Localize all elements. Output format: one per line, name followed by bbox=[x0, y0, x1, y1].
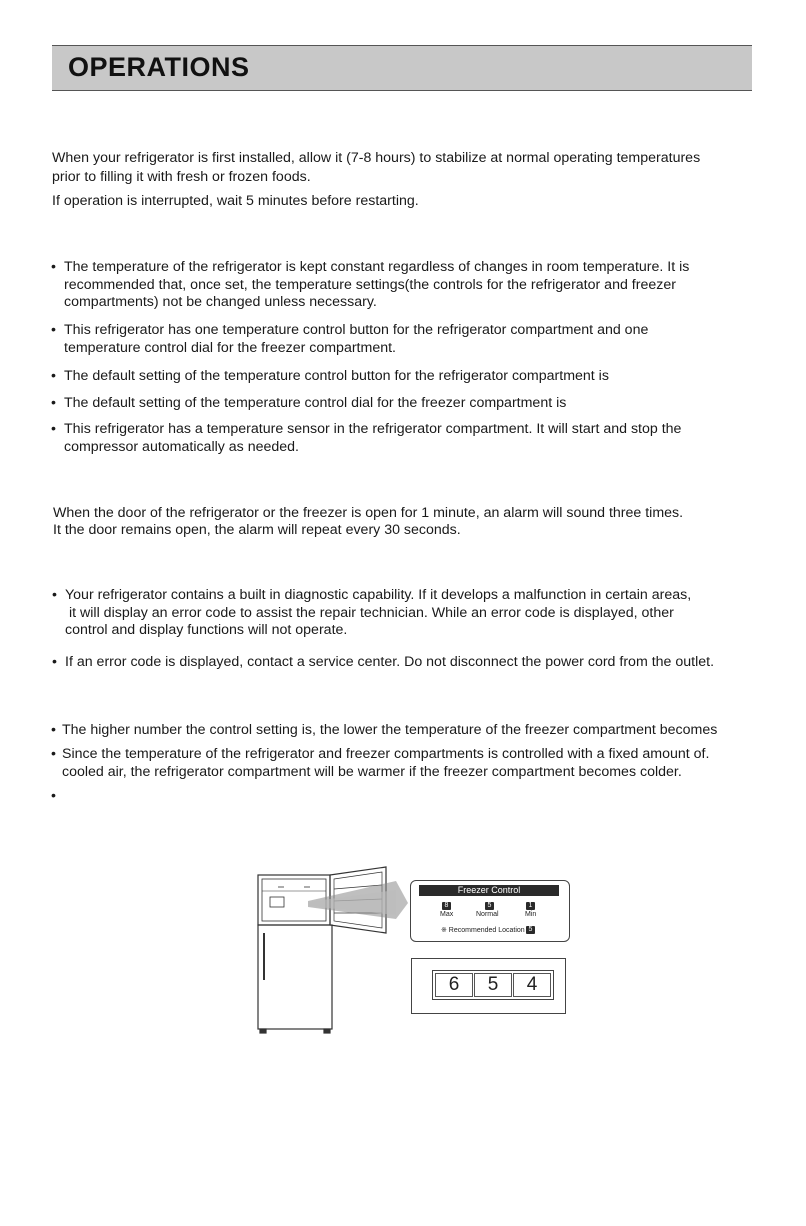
bullet-mark: • bbox=[52, 587, 57, 603]
freezer-bullet-2 bbox=[51, 746, 710, 781]
page-title: OPERATIONS bbox=[68, 52, 250, 82]
temp-bullet-1-line-3: compartments) not be changed unless necessary. bbox=[64, 294, 377, 310]
bullet-mark: • bbox=[51, 746, 56, 762]
freezer-control-panel bbox=[410, 880, 570, 942]
intro-line-3: If operation is interrupted, wait 5 minutes before restarting. bbox=[52, 193, 419, 209]
freezer-bullet-1-line-1: The higher number the control setting is, the lower the temperature of the freezer compartment becomes bbox=[62, 722, 718, 738]
display-digit-3: 4 bbox=[513, 973, 551, 997]
bullet-mark: • bbox=[51, 722, 56, 738]
temp-bullet-2-line-2: temperature control dial for the freezer compartment. bbox=[64, 339, 396, 356]
setting-badge-min: 1 bbox=[526, 902, 535, 910]
section-header bbox=[52, 45, 752, 91]
temp-bullet-5-line-2: compressor automatically as needed. bbox=[64, 438, 300, 455]
intro-line-2: prior to filling it with fresh or frozen foods. bbox=[52, 169, 311, 185]
diagnosis-bullet-1-line-3: control and display functions will not operate. bbox=[65, 622, 348, 638]
temp-bullet-3-line-1: The default setting of the temperature control button for the refrigerator compartment is bbox=[64, 368, 609, 384]
temp-bullet-1-line-1: The temperature of the refrigerator is kept constant regardless of changes in room temperature. It is bbox=[64, 259, 690, 275]
freezer-bullet-2-line-1: Since the temperature of the refrigerator and freezer compartments is controlled with a fixed amount of. bbox=[62, 746, 710, 762]
temp-bullet-2-line-1: This refrigerator has one temperature control button for the refrigerator compartment and one bbox=[64, 322, 649, 338]
setting-badge-max: 8 bbox=[442, 902, 451, 910]
freezer-control-title: Freezer Control bbox=[419, 885, 559, 896]
bullet-mark: • bbox=[51, 395, 56, 411]
temp-bullet-2 bbox=[51, 322, 649, 357]
bullet-mark: • bbox=[51, 322, 56, 338]
diagnosis-bullet-1 bbox=[52, 587, 692, 640]
temp-bullet-4 bbox=[51, 395, 567, 413]
intro-line-1: When your refrigerator is first installed, allow it (7-8 hours) to stabilize at normal operating temperatures bbox=[52, 150, 701, 166]
bullet-mark: • bbox=[51, 421, 56, 437]
setting-badge-normal: 5 bbox=[485, 902, 494, 910]
freezer-bullet-1 bbox=[51, 722, 718, 740]
temp-bullet-5-line-1: This refrigerator has a temperature sensor in the refrigerator compartment. It will start and stop the bbox=[64, 421, 682, 437]
diagnosis-bullet-2-line-1: If an error code is displayed, contact a service center. Do not disconnect the power cord from the outlet. bbox=[65, 654, 715, 670]
freezer-bullet-2-line-2: cooled air, the refrigerator compartment will be warmer if the freezer compartment becomes colder. bbox=[62, 763, 682, 780]
temp-bullet-1-line-2: recommended that, once set, the temperature settings(the controls for the refrigerator and freezer bbox=[64, 276, 676, 293]
display-digit-2: 5 bbox=[474, 973, 512, 997]
bullet-mark: • bbox=[51, 368, 56, 384]
temp-bullet-4-line-1: The default setting of the temperature control dial for the freezer compartment is bbox=[64, 395, 567, 411]
door-alarm-line-2: It the door remains open, the alarm will repeat every 30 seconds. bbox=[53, 522, 461, 538]
bullet-mark: • bbox=[51, 259, 56, 275]
bullet-mark: • bbox=[51, 788, 56, 804]
temp-bullet-3 bbox=[51, 368, 609, 386]
recommended-location: ※ Recommended Location bbox=[441, 927, 525, 934]
display-window bbox=[432, 970, 554, 1000]
setting-label-min: Min bbox=[525, 911, 537, 918]
diagnosis-bullet-1-line-1: Your refrigerator contains a built in diagnostic capability. If it develops a malfunction in certain areas, bbox=[65, 587, 692, 603]
setting-label-normal: Normal bbox=[476, 911, 499, 918]
diagnosis-bullet-1-line-2: it will display an error code to assist the repair technician. While an error code is displayed, other bbox=[69, 604, 674, 621]
setting-label-max: Max bbox=[440, 911, 454, 918]
bullet-mark: • bbox=[52, 654, 57, 670]
temperature-display-panel bbox=[411, 958, 566, 1014]
display-digit-1: 6 bbox=[435, 973, 473, 997]
door-alarm-line-1: When the door of the refrigerator or the freezer is open for 1 minute, an alarm will sound three times. bbox=[53, 505, 684, 521]
temp-bullet-5 bbox=[51, 421, 682, 456]
recommended-badge: 5 bbox=[526, 926, 535, 934]
temp-bullet-1 bbox=[51, 259, 690, 312]
diagnosis-bullet-2 bbox=[52, 654, 715, 672]
